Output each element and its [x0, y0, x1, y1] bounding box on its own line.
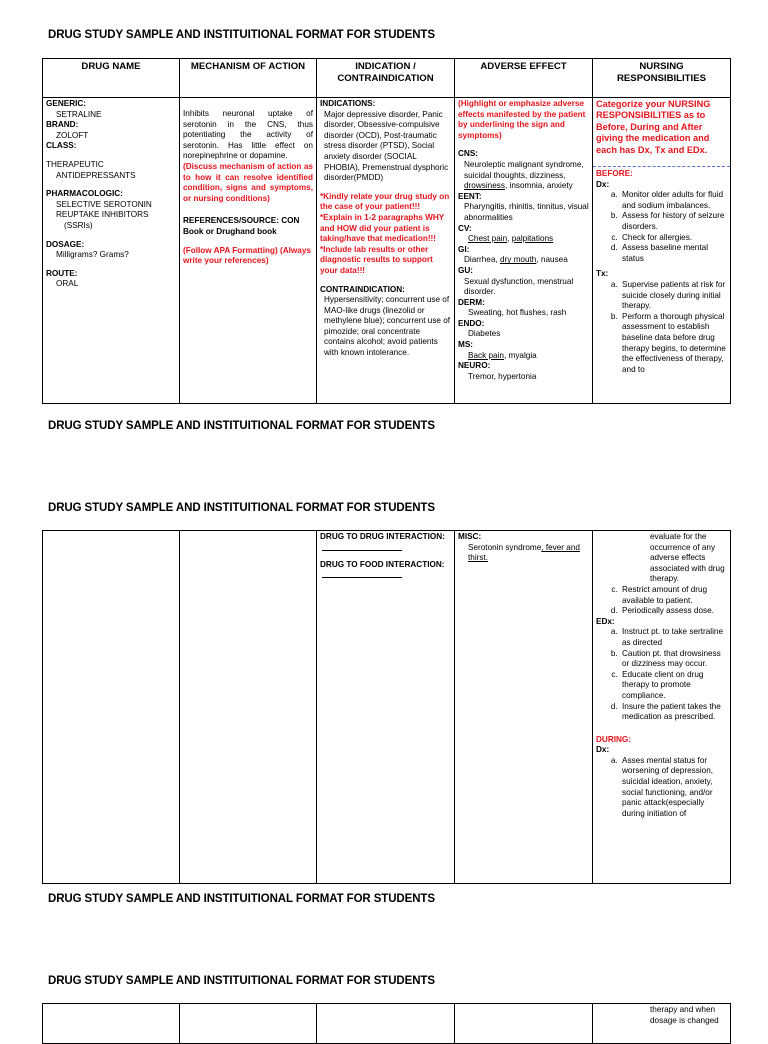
header-indication: INDICATION / CONTRAINDICATION: [317, 59, 455, 98]
mechanism-text: Inhibits neuronal uptake of serotonin in the CNS, thus potentiating the activity of serotonin. Has little effect on norepinephrine or dopamine.: [183, 109, 313, 161]
indication-cell: [317, 531, 455, 884]
drug-name-cell: [43, 98, 180, 404]
brand-label: BRAND:: [46, 120, 79, 130]
class-label: CLASS:: [46, 141, 77, 151]
mechanism-cell: [180, 531, 317, 884]
indications-text: Major depressive disorder, Panic disorder, Obsessive-compulsive disorder (OCD), Post-traumatic stress disorder (PTSD), Social anxiety disorder (SOCIAL PHOBIA), Premenstrual dysphoric disorder(PMDD): [324, 109, 449, 183]
dosage-value: Milligrams? Grams?: [56, 250, 129, 260]
header-nursing: NURSING RESPONSIBILITIES: [593, 59, 731, 98]
generic-label: GENERIC:: [46, 99, 87, 108]
route-value: ORAL: [56, 279, 79, 289]
header-mechanism: MECHANISM OF ACTION: [180, 59, 317, 98]
endo-label: ENDO:: [458, 318, 485, 328]
drug-study-table-1: [42, 58, 731, 404]
adverse-cell: [455, 531, 593, 884]
pharmacologic-value-2: REUPTAKE INHIBITORS: [56, 210, 149, 220]
indications-label: INDICATIONS:: [320, 99, 376, 108]
cv-text: Chest pain, palpitations: [468, 234, 554, 244]
before-label: BEFORE:: [596, 169, 633, 179]
adverse-note: (Highlight or emphasize adverse effects manifested by the patient by underlining the sign and symptoms): [458, 99, 586, 140]
nursing-cell: [593, 531, 731, 884]
adverse-cell: [455, 98, 593, 404]
therapeutic-label: THERAPEUTIC: [46, 159, 104, 169]
cns-label: CNS:: [458, 149, 479, 159]
blank-line: [322, 543, 402, 551]
ms-label: MS:: [458, 340, 474, 350]
before-tx-list-cont: [596, 585, 727, 617]
route-label: ROUTE:: [46, 268, 78, 278]
list-item: b. Perform a thorough physical assessment to establish baseline data before drug therapy begins, to determine the effectiveness of therapy, and to: [620, 312, 727, 376]
endo-text: Diabetes: [468, 329, 501, 339]
gu-label: GU:: [458, 265, 474, 275]
pharmacologic-value-1: SELECTIVE SEROTONIN: [56, 199, 152, 209]
list-item: c. Restrict amount of drug available to patient.: [620, 585, 727, 606]
indication-cell: [317, 98, 455, 404]
indication-note-3: *Include lab results or other diagnostic results to support your data!!!: [320, 244, 433, 275]
page-title: DRUG STUDY SAMPLE AND INSTITUITIONAL FORMAT FOR STUDENTS: [48, 893, 435, 905]
before-edx-label: EDx:: [596, 616, 615, 626]
header-adverse: ADVERSE EFFECT: [455, 59, 593, 98]
contraindication-text: Hypersensitivity; concurrent use of MAO-like drugs (linezolid or methylene blue); concurrent use of pimozide; oral concentrate contains alcohol; avoid patients with known intolerance.: [324, 295, 451, 358]
before-dx-label: Dx:: [596, 179, 610, 189]
misc-text: Serotonin syndrome, fever and thirst.: [468, 542, 580, 563]
mechanism-cell: [180, 98, 317, 404]
before-edx-list: [596, 627, 727, 722]
contraindication-label: CONTRAINDICATION:: [320, 284, 405, 294]
neuro-label: NEURO:: [458, 361, 491, 371]
drug-food-interaction-label: DRUG TO FOOD INTERACTION:: [320, 559, 445, 569]
during-dx-label: Dx:: [596, 745, 610, 755]
list-item: d. Insure the patient takes the medication as prescribed.: [620, 702, 727, 723]
brand-value: ZOLOFT: [56, 130, 89, 140]
nursing-cell: [593, 98, 731, 404]
cv-label: CV:: [458, 223, 472, 233]
gi-label: GI:: [458, 244, 470, 254]
before-tx-list: [596, 280, 727, 375]
list-item: b. Caution pt. that drowsiness or dizziness may occur.: [620, 649, 727, 670]
during-label: DURING:: [596, 734, 632, 744]
apa-note: (Follow APA Formatting) (Always write your references): [183, 245, 311, 266]
page-title: DRUG STUDY SAMPLE AND INSTITUITIONAL FORMAT FOR STUDENTS: [48, 420, 435, 432]
during-dx-continued: therapy and when dosage is changed: [650, 1005, 719, 1025]
therapeutic-value: ANTIDEPRESSANTS: [56, 170, 136, 180]
generic-value: SETRALINE: [56, 109, 102, 119]
before-dx-list: [596, 190, 727, 264]
list-item: c. Check for allergies.: [620, 233, 727, 244]
cns-text: Neuroleptic malignant syndrome, suicidal thoughts, dizziness, drowsiness, insomnia, anxiety: [464, 159, 584, 191]
list-item: a. Instruct pt. to take sertraline as directed: [620, 627, 727, 648]
gi-text: Diarrhea, dry mouth, nausea: [464, 255, 568, 265]
drug-study-table-2: [42, 530, 731, 884]
before-tx-label: Tx:: [596, 269, 609, 279]
list-item: c. Educate client on drug therapy to promote compliance.: [620, 670, 727, 702]
eent-label: EENT:: [458, 191, 482, 201]
pharmacologic-value-3: (SSRIs): [64, 220, 93, 230]
page-title: DRUG STUDY SAMPLE AND INSTITUITIONAL FORMAT FOR STUDENTS: [48, 975, 435, 987]
list-item: d. Assess baseline mental status: [620, 243, 727, 264]
list-item: d. Periodically assess dose.: [620, 606, 727, 617]
nursing-intro: Categorize your NURSING RESPONSIBILITIES as to Before, During and After giving the medication and each has Dx, Tx and EDx.: [596, 99, 711, 155]
misc-label: MISC:: [458, 532, 482, 541]
drug-drug-interaction-label: DRUG TO DRUG INTERACTION:: [320, 532, 445, 541]
dosage-label: DOSAGE:: [46, 239, 85, 249]
list-item: a. Monitor older adults for fluid and sodium imbalances.: [620, 190, 727, 211]
ms-text: Back pain, myalgia: [468, 350, 537, 360]
eent-text: Pharyngitis, rhinitis, tinnitus, visual abnormalities: [464, 202, 589, 222]
gu-text: Sexual dysfunction, menstrual disorder.: [464, 276, 574, 297]
neuro-text: Tremor, hypertonia: [468, 371, 537, 381]
indication-note-2: *Explain in 1-2 paragraphs WHY and HOW did your patient is taking/have that medication!!!: [320, 212, 445, 244]
list-item: b. Assess for history of seizure disorders.: [620, 211, 727, 232]
indication-note-1: *Kindly relate your drug study on the case of your patient!!!: [320, 191, 450, 212]
page-title: DRUG STUDY SAMPLE AND INSTITUITIONAL FORMAT FOR STUDENTS: [48, 29, 435, 41]
list-item: a. Supervise patients at risk for suicide closely during initial therapy.: [620, 280, 727, 312]
mechanism-note: (Discuss mechanism of action as to how it can resolve identified condition, signs and symptoms, or nursing conditions): [183, 161, 313, 203]
derm-text: Sweating, hot flushes, rash: [468, 308, 567, 318]
list-item: a. Asses mental status for worsening of depression, suicidal ideation, anxiety, social functioning, and/or panic attack(especially during initiation of: [620, 756, 727, 820]
page-title: DRUG STUDY SAMPLE AND INSTITUITIONAL FORMAT FOR STUDENTS: [48, 502, 435, 514]
references-label: REFERENCES/SOURCE: CON Book or Drughand book: [183, 216, 300, 236]
during-dx-list: [596, 756, 727, 820]
pharmacologic-label: PHARMACOLOGIC:: [46, 189, 123, 199]
derm-label: DERM:: [458, 297, 485, 307]
before-tx-continued: evaluate for the occurrence of any adverse effects associated with drug therapy.: [650, 532, 725, 584]
header-drug-name: DRUG NAME: [43, 59, 180, 98]
drug-name-cell: [43, 531, 180, 884]
blank-line: [322, 570, 402, 578]
